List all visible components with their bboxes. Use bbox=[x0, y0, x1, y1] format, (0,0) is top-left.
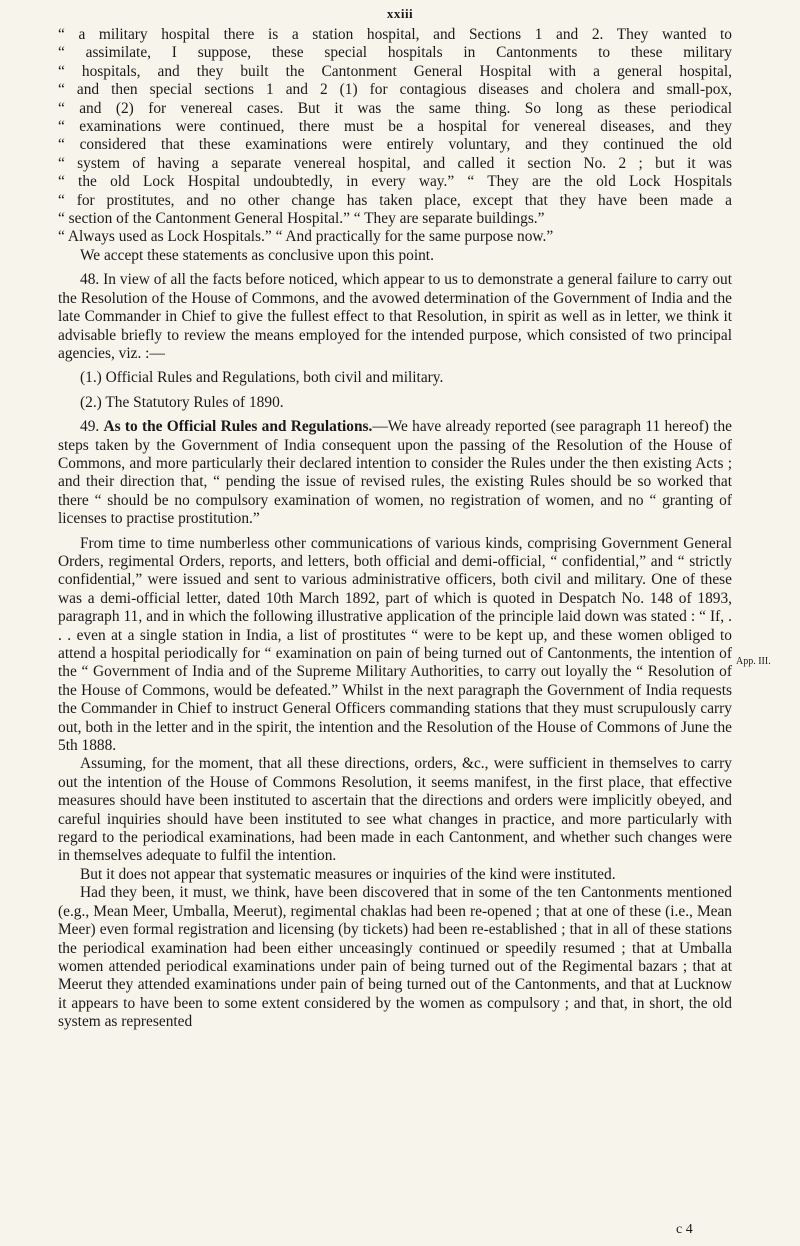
paragraph-49-number: 49. bbox=[80, 418, 100, 436]
quote-line: “ considered that these examinations were entirely voluntary, and they continued the old bbox=[58, 136, 732, 154]
quote-line: “ a military hospital there is a station hospital, and Sections 1 and 2. They wanted to bbox=[58, 26, 732, 43]
quote-line: “ examinations were continued, there must be a hospital for venereal diseases, and they bbox=[58, 118, 732, 136]
quote-line: “ system of having a separate venereal hospital, and called it section No. 2 ; but it was bbox=[58, 154, 732, 172]
list-item-2: (2.) The Statutory Rules of 1890. bbox=[80, 393, 284, 411]
paragraph-but: But it does not appear that systematic measures or inquiries of the kind were instituted. bbox=[80, 865, 616, 883]
body-text bbox=[58, 26, 732, 1032]
margin-note: App. III. bbox=[736, 656, 771, 667]
paragraph-had: Had they been, it must, we think, have been discovered that in some of the ten Cantonments mentioned (e.g., Mean Meer, Umballa, Meerut), regimental chaklas had been re-opened ; that at one of these (i.e., Mean Meer) even formal registration and licensing (by tickets) had been re-established ; that in all of these stations the periodical examination had been either unceasingly continued or speedily resumed ; that at Umballa women attended periodical examinations under pain of being turned out of the Regimental bazars ; that at Meerut they attended examinations under pain of being turned out of the Cantonments, and that at Lucknow it appears to have been to some extent considered by the women as compulsory ; and that, in short, the old system as represented bbox=[58, 884, 732, 1031]
quote-line: “ the old Lock Hospital undoubtedly, in every way.” “ They are the old Lock Hospitals bbox=[58, 173, 732, 191]
paragraph-48: 48. In view of all the facts before noticed, which appear to us to demonstrate a general failure to carry out the Resolution of the House of Commons, and the avowed determination of the Government of India and the late Commander in Chief to give the fullest effect to that Resolution, in spirit as well as in letter, we think it advisable briefly to review the means employed for the intended purpose, which consisted of two principal agencies, viz. :— bbox=[58, 271, 732, 362]
paragraph-49-text: —We have already reported (see paragraph 11 hereof) the steps taken by the Government of India consequent upon the passing of the Resolution of the House of Commons, and more particularly their declared intention to consider the Rules under the then existing Acts ; and their direction that, “ pending the issue of revised rules, the existing Rules should be so worked that there “ should be no compulsory examination of women, no registration of women, and no “ granting of licenses to practise prostitution.” bbox=[58, 418, 732, 528]
list-item-1: (1.) Official Rules and Regulations, both civil and military. bbox=[80, 369, 444, 387]
quote-line: “ assimilate, I suppose, these special hospitals in Cantonments to these military bbox=[58, 44, 732, 62]
signature-mark: c 4 bbox=[676, 1222, 693, 1237]
paragraph-49 bbox=[58, 418, 732, 528]
page-number: xxiii bbox=[386, 6, 414, 21]
quote-line: “ hospitals, and they built the Cantonment General Hospital with a general hospital, bbox=[58, 62, 732, 80]
paragraph-assuming: Assuming, for the moment, that all these directions, orders, &c., were sufficient in themselves to carry out the intention of the House of Commons Resolution, it seems manifest, in the first place, that effective measures should have been instituted to ascertain that the directions and orders were implicitly obeyed, and careful inquiries should have been instituted to see what changes in practice, and more particularly with regard to the periodical examinations, had been made in each Cantonment, and whether such changes were in themselves adequate to fulfil the intention. bbox=[58, 755, 732, 865]
paragraph-accept: We accept these statements as conclusive upon this point. bbox=[80, 246, 434, 264]
paragraph-orders: From time to time numberless other communications of various kinds, comprising Government General Orders, regimental Orders, reports, and letters, both official and demi-official, “ confidential,” and “ strictly confidential,” were issued and sent to various administrative officers, both civil and military. One of these was a demi-official letter, dated 10th March 1892, part of which is quoted in Despatch No. 148 of 1893, paragraph 11, and in which the following illustrative application of the principle laid down was stated : “ If, . . . even at a single station in India, a list of prostitutes “ were to be kept up, and these women obliged to attend a hospital periodically for “ examination on pain of being turned out of Cantonments, the intention of the “ Government of India and of the Supreme Military Authorities, to carry out loyally the “ Resolution of the House of Commons, would be defeated.” Whilst in the next paragraph the Government of India requests the Commander in Chief to instruct General Officers commanding stations that they must scrupulously carry out, both in the letter and in the spirit, the intention and the Resolution of the House of Commons of June the 5th 1888. bbox=[58, 534, 732, 755]
quote-line: “ Always used as Lock Hospitals.” “ And practically for the same purpose now.” bbox=[58, 228, 554, 246]
quote-line: “ and then special sections 1 and 2 (1) for contagious diseases and cholera and small-pox, bbox=[58, 81, 732, 99]
quote-line: “ for prostitutes, and no other change has taken place, except that they have been made a bbox=[58, 191, 732, 209]
quote-line: “ and (2) for venereal cases. But it was the same thing. So long as these periodical bbox=[58, 99, 732, 117]
quote-line: “ section of the Cantonment General Hospital.” “ They are separate buildings.” bbox=[58, 210, 545, 228]
quote-block bbox=[58, 26, 732, 247]
paragraph-49-heading: As to the Official Rules and Regulations. bbox=[103, 418, 373, 436]
